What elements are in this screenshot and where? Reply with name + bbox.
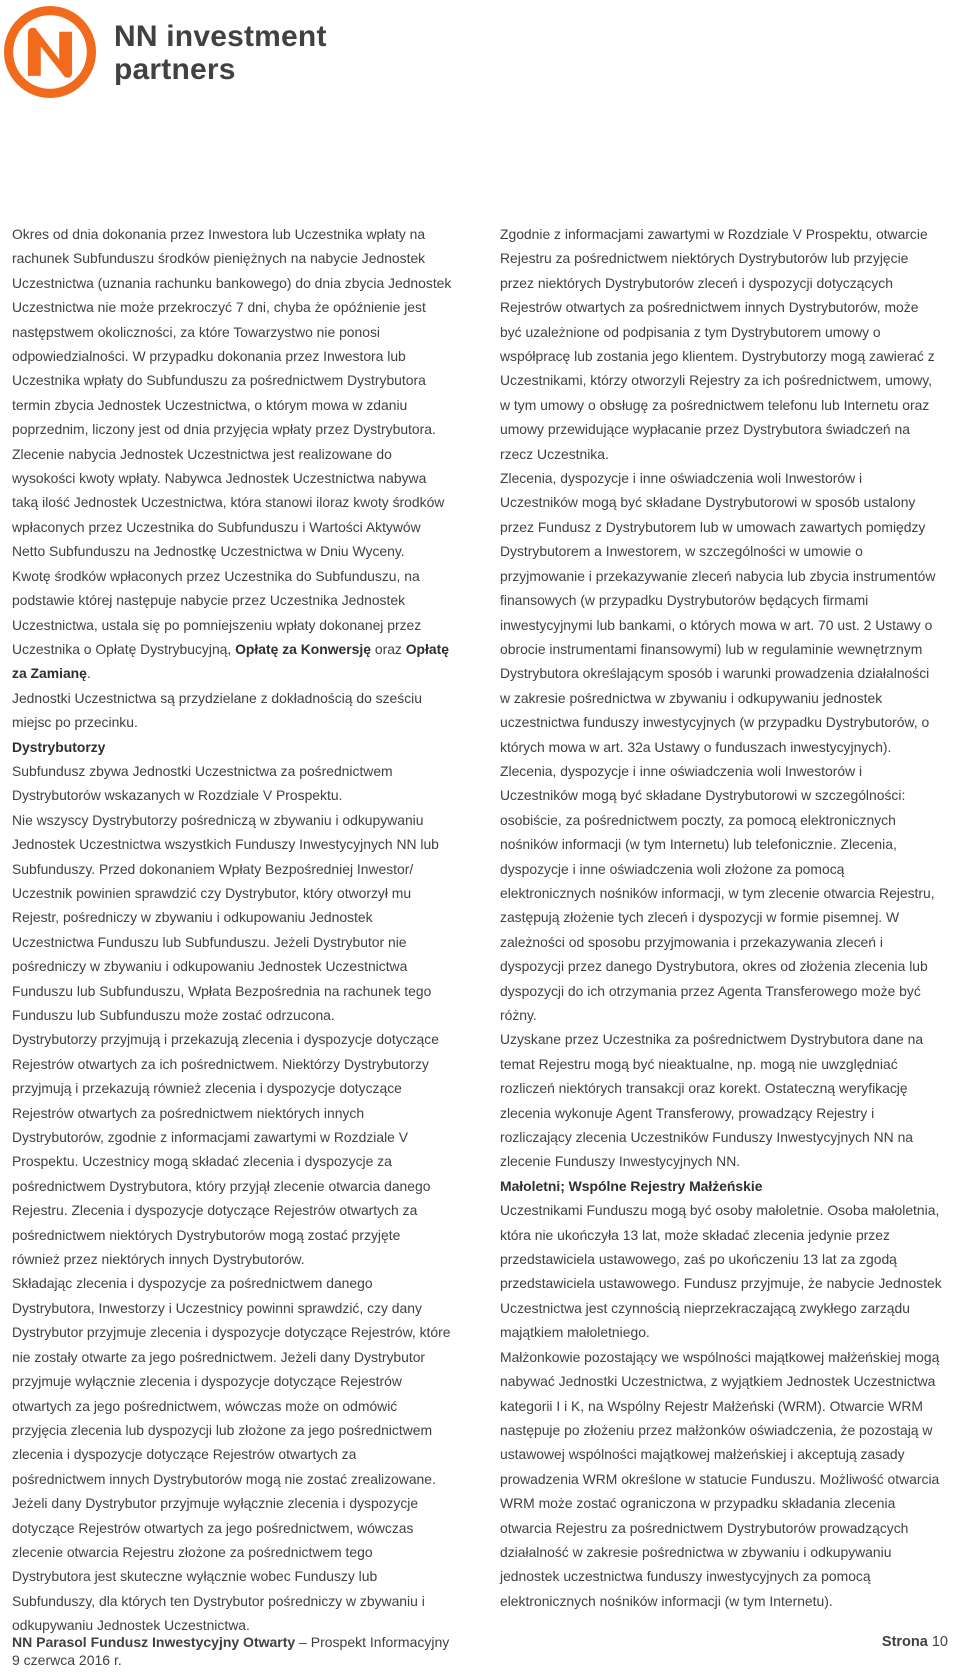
paragraph: Składając zlecenia i dyspozycje za pośrednictwem danego Dystrybutora, Inwestorzy i Uczestnicy powinni sprawdzić, czy dany Dystrybutor przyjmuje zlecenia i dyspozycje dotyczące Rejestrów, które nie zostały otwarte za jego pośrednictwem. Jeżeli dany Dystrybutor przyjmuje wyłącznie zlecenia i dyspozycje dotyczące Rejestrów otwartych za jego pośrednictwem, wówczas może on odmówić przyjęcia zlecenia lub dyspozycji lub złożone za jego pośrednictwem zlecenia i dyspozycje dotyczące Rejestrów otwartych za pośrednictwem innych Dystrybutorów mogą nie zostać zrealizowane.	[12, 1275, 451, 1487]
paragraph: Okres od dnia dokonania przez Inwestora lub Uczestnika wpłaty na rachunek Subfunduszu środków pieniężnych na nabycie Jednostek Uczestnictwa (uznania rachunku bankowego) do dnia zbycia Jednostek Uczestnictwa nie może przekroczyć 7 dni, chyba że opóźnienie jest następstwem okoliczności, za które Towarzystwo nie ponosi odpowiedzialności. W przypadku dokonania przez Inwestora lub Uczestnika wpłaty do Subfunduszu za pośrednictwem Dystrybutora termin zbycia Jednostek Uczestnictwa, o którym mowa w zdaniu poprzednim, liczony jest od dnia przyjęcia wpłaty przez Dystrybutora.	[12, 226, 452, 438]
kwota-bold-2: Opłatę za Zamianę	[12, 640, 449, 682]
logo-line-2: partners	[114, 53, 236, 86]
section-heading-maloletni: Małoletni; Wspólne Rejestry Małżeńskie	[500, 1177, 763, 1194]
logo-line-1: NN investment	[114, 20, 327, 53]
paragraph-kwota	[12, 564, 452, 686]
kwota-text: Kwotę środków wpłaconych przez Uczestnika do Subfunduszu, na podstawie której następuje nabycie przez Uczestnika Jednostek Uczestnictwa, ustala się po pomniejszeniu wpłaty dokonanej przez Uczestnika o Opłatę Dystrybucyjną,	[12, 567, 422, 657]
company-logo	[4, 6, 344, 102]
paragraph: Zlecenia, dyspozycje i inne oświadczenia woli Inwestorów i Uczestników mogą być składane Dystrybutorowi w szczególności: osobiście, za pośrednictwem poczty, za pomocą elektronicznych nośników informacji (w tym Internetu) lub telefonicznie. Zlecenia, dyspozycje i inne oświadczenia woli złożone za pomocą elektronicznych nośników informacji, w tym zlecenie otwarcia Rejestru, zastępują złożenie tych zleceń i dyspozycji w formie pisemnej. W zależności od sposobu przyjmowania i przekazywania zleceń i dyspozycji przez danego Dystrybutora, okres od złożenia zlecenia lub dyspozycji do ich otrzymania przez Agenta Transferowego może być różny.	[500, 762, 935, 1023]
right-column	[500, 222, 942, 1613]
paragraph: Uzyskane przez Uczestnika za pośrednictwem Dystrybutora dane na temat Rejestru mogą być nieaktualne, np. mogą nie uwzględniać rozliczeń niektórych transakcji oraz korekt. Ostateczną weryfikację zlecenia wykonuje Agent Transferowy, prowadzący Rejestry i rozliczający zlecenia Uczestników Funduszy Inwestycyjnych NN na zlecenie Funduszy Inwestycyjnych NN.	[500, 1031, 924, 1170]
footer	[12, 1633, 449, 1669]
paragraph: Uczestnikami Funduszu mogą być osoby małoletnie. Osoba małoletnia, która nie ukończyła 13 lat, może składać zlecenia jedynie przez przedstawiciela ustawowego, zaś po ukończeniu 13 lat za zgodą przedstawiciela ustawowego. Fundusz przyjmuje, że nabycie Jednostek Uczestnictwa jest czynnością nieprzekraczającą zwykłego zarządu majątkiem małoletniego.	[500, 1202, 942, 1341]
paragraph: Zlecenia, dyspozycje i inne oświadczenia woli Inwestorów i Uczestników mogą być składane Dystrybutorowi w sposób ustalony przez Fundusz z Dystrybutorem lub w umowach zawartych pomiędzy Dystrybutorem a Inwestorem, w szczególności w umowie o przyjmowanie i przekazywanie zleceń nabycia lub zbycia instrumentów finansowych (w przypadku Dystrybutorów będących firmami inwestycyjnymi lub bankami, o których mowa w art. 70 ust. 2 Ustawy o obrocie instrumentami finansowymi) lub w regulaminie wewnętrznym Dystrybutora określającym sposób i warunki prowadzenia działalności w zakresie pośrednictwa w zbywaniu i odkupywaniu jednostek uczestnictwa funduszy inwestycyjnych (w przypadku Dystrybutorów, o których mowa w art. 32a Ustawy o funduszach inwestycyjnych).	[500, 470, 936, 755]
left-column	[12, 222, 452, 1638]
page-label: Strona	[881, 1634, 928, 1650]
paragraph: Jednostki Uczestnictwa są przydzielane z dokładnością do sześciu miejsc po przecinku.	[12, 689, 422, 731]
nn-logo-icon	[4, 6, 96, 98]
page-number	[882, 1633, 948, 1651]
kwota-mid: oraz	[371, 640, 406, 657]
section-heading-dystrybutorzy: Dystrybutorzy	[12, 738, 106, 755]
footer-fund-name: NN Parasol Fundusz Inwestycyjny Otwarty	[12, 1634, 296, 1650]
paragraph: Zlecenie nabycia Jednostek Uczestnictwa jest realizowane do wysokości kwoty wpłaty. Nabywca Jednostek Uczestnictwa nabywa taką ilość Jednostek Uczestnictwa, która stanowi iloraz kwoty środków wpłaconych przez Uczestnika do Subfunduszu i Wartości Aktywów Netto Subfunduszu na Jednostkę Uczestnictwa w Dniu Wyceny.	[12, 445, 445, 560]
page-number-value: 10	[931, 1634, 948, 1650]
logo-wordmark	[114, 20, 327, 86]
paragraph: Dystrybutorzy przyjmują i przekazują zlecenia i dyspozycje dotyczące Rejestrów otwartych za ich pośrednictwem. Niektórzy Dystrybutorzy przyjmują i przekazują również zlecenia i dyspozycje dotyczące Rejestrów otwartych za pośrednictwem niektórych innych Dystrybutorów, zgodnie z informacjami zawartymi w Rozdziale V Prospektu. Uczestnicy mogą składać zlecenia i dyspozycje za pośrednictwem Dystrybutora, który przyjął zlecenie otwarcia danego Rejestru. Zlecenia i dyspozycje dotyczące Rejestrów otwartych za pośrednictwem niektórych Dystrybutorów mogą zostać przyjęte również przez niektórych innych Dystrybutorów.	[12, 1031, 439, 1268]
paragraph: Subfundusz zbywa Jednostki Uczestnictwa za pośrednictwem Dystrybutorów wskazanych w Rozdziale V Prospektu.	[12, 762, 393, 804]
paragraph: Małżonkowie pozostający we wspólności majątkowej małżeńskiej mogą nabywać Jednostki Uczestnictwa, z wyjątkiem Jednostek Uczestnictwa kategorii I i K, na Wspólny Rejestr Małżeński (WRM). Otwarcie WRM następuje po złożeniu przez małżonków oświadczenia, że pozostają w ustawowej wspólności majątkowej małżeńskiej i akceptują zasady prowadzenia WRM określone w statucie Funduszu. Możliwość otwarcia WRM może zostać ograniczona w przypadku składania zlecenia otwarcia Rejestru za pośrednictwem Dystrybutorów prowadzących działalność w zakresie pośrednictwa w zbywaniu i odkupywaniu jednostek uczestnictwa funduszy inwestycyjnych za pomocą elektronicznych nośników informacji (w tym Internetu).	[500, 1348, 940, 1609]
kwota-end: .	[86, 665, 91, 682]
paragraph: Jeżeli dany Dystrybutor przyjmuje wyłącznie zlecenia i dyspozycje dotyczące Rejestrów otwartych za jego pośrednictwem, wówczas zlecenie otwarcia Rejestru złożone za pośrednictwem tego Dystrybutora jest skuteczne wyłącznie wobec Funduszy lub Subfunduszy, dla których ten Dystrybutor pośredniczy w zbywaniu i odkupywaniu Jednostek Uczestnictwa.	[12, 1495, 425, 1634]
footer-date: 9 czerwca 2016 r.	[12, 1652, 122, 1668]
footer-doc-type: – Prospekt Informacyjny	[295, 1634, 450, 1650]
footer-title	[12, 1633, 449, 1651]
paragraph: Zgodnie z informacjami zawartymi w Rozdziale V Prospektu, otwarcie Rejestru za pośrednictwem niektórych Dystrybutorów lub przyjęcie przez niektórych Dystrybutorów zleceń i dyspozycji dotyczących Rejestrów otwartych za pośrednictwem innych Dystrybutorów, może być uzależnione od podpisania z tym Dystrybutorem umowy o współpracę lub zostania jego klientem. Dystrybutorzy mogą zawierać z Uczestnikami, którzy otworzyli Rejestry za ich pośrednictwem, umowy, w tym umowy o obsługę za pośrednictwem telefonu lub Internetu oraz umowy przewidujące wypłacanie przez Dystrybutora świadczeń na rzecz Uczestnika.	[500, 226, 935, 462]
kwota-bold-1: Opłatę za Konwersję	[235, 640, 371, 657]
paragraph: Nie wszyscy Dystrybutorzy pośredniczą w zbywaniu i odkupywaniu Jednostek Uczestnictwa wszystkich Funduszy Inwestycyjnych NN lub Subfunduszy. Przed dokonaniem Wpłaty Bezpośredniej Inwestor/ Uczestnik powinien sprawdzić czy Dystrybutor, który otworzył mu Rejestr, pośredniczy w zbywaniu i odkupowaniu Jednostek Uczestnictwa Funduszu lub Subfunduszu. Jeżeli Dystrybutor nie pośredniczy w zbywaniu i odkupowaniu Jednostek Uczestnictwa Funduszu lub Subfunduszu, Wpłata Bezpośrednia na rachunek tego Funduszu lub Subfunduszu może zostać odrzucona.	[12, 811, 439, 1023]
